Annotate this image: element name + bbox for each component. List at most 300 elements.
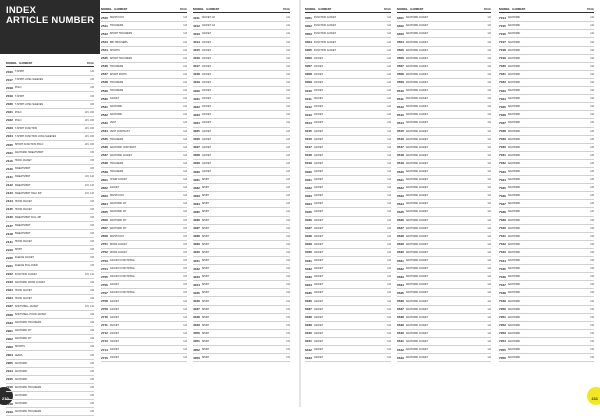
page-ref: 110 bbox=[590, 178, 594, 182]
index-row bbox=[6, 279, 94, 287]
page-ref: 113 bbox=[183, 356, 187, 360]
right-page-number: 211 bbox=[591, 396, 598, 401]
page-ref: 112 bbox=[286, 194, 290, 198]
garment-name: ANATOMIC JACKET bbox=[405, 16, 429, 20]
page-ref: 115 bbox=[90, 151, 94, 155]
model-number: 2606 bbox=[101, 218, 108, 223]
page-ref: 112 bbox=[286, 331, 290, 335]
model-number: 6037 bbox=[305, 307, 312, 312]
page-ref: 112 bbox=[387, 137, 391, 141]
model-number: 6508 bbox=[397, 72, 404, 77]
model-number: 2533 bbox=[101, 120, 108, 125]
page-ref: 112 bbox=[286, 218, 290, 222]
index-row bbox=[101, 200, 187, 208]
index-row bbox=[397, 249, 491, 257]
page-ref: 110 bbox=[590, 234, 594, 238]
index-column bbox=[397, 6, 491, 362]
garment-name: JACKET bbox=[313, 145, 324, 149]
model-number: 2608 bbox=[101, 234, 108, 239]
model-number: 6043 bbox=[305, 355, 312, 360]
index-row bbox=[6, 392, 94, 400]
page-ref: 112 bbox=[387, 267, 391, 271]
model-number: 6532 bbox=[397, 266, 404, 271]
garment-name: JACKET FUNCTIONAL bbox=[109, 259, 135, 263]
garment-name: ANATOMIC TROUSERS bbox=[14, 410, 42, 414]
page-ref: 113 bbox=[183, 113, 187, 117]
page-ref: 111 bbox=[487, 315, 491, 319]
page-ref: 111 bbox=[487, 202, 491, 206]
model-number: 2024 bbox=[6, 134, 13, 139]
model-number: 2023 bbox=[6, 126, 13, 131]
garment-name: SOFTSHELL HOOD JACKET bbox=[14, 313, 47, 317]
model-number: 2327 bbox=[6, 304, 13, 309]
garment-name: JACKET bbox=[313, 267, 324, 271]
model-number: 6509 bbox=[397, 80, 404, 85]
header-garment: GARMENT bbox=[19, 61, 33, 65]
index-row bbox=[6, 254, 94, 262]
page-ref: 111 bbox=[487, 24, 491, 28]
model-number: 7031 bbox=[499, 153, 506, 158]
header-garment: GARMENT bbox=[512, 7, 526, 11]
index-row bbox=[305, 87, 391, 95]
garment-name: SHORT PANTS bbox=[109, 72, 127, 76]
page-ref: 112 bbox=[286, 40, 290, 44]
index-row bbox=[193, 330, 290, 338]
index-row bbox=[397, 306, 491, 314]
page-ref: 113 bbox=[183, 137, 187, 141]
garment-name: JACKET bbox=[313, 105, 324, 109]
garment-name: ANATOMIC bbox=[507, 267, 521, 271]
page-ref: 115 bbox=[90, 70, 94, 74]
page-ref: 115 bbox=[90, 280, 94, 284]
model-number: 7016 bbox=[499, 31, 506, 36]
model-number: 4049 bbox=[193, 323, 200, 328]
page-ref: 115 bbox=[90, 207, 94, 211]
garment-name: SHIRT bbox=[201, 323, 210, 327]
page-ref: 112 bbox=[286, 178, 290, 182]
model-number: 6526 bbox=[397, 218, 404, 223]
index-row bbox=[6, 109, 94, 117]
index-row bbox=[6, 311, 94, 319]
model-number: 4014 bbox=[193, 40, 200, 45]
model-number: 7037 bbox=[499, 201, 506, 206]
index-row bbox=[305, 208, 391, 216]
page-ref: 113 bbox=[183, 56, 187, 60]
garment-name: JACKET bbox=[201, 64, 212, 68]
page-ref: 112 bbox=[387, 97, 391, 101]
page-ref: 115 bbox=[90, 240, 94, 244]
model-number: 7032 bbox=[499, 161, 506, 166]
model-number: 4040 bbox=[193, 250, 200, 255]
garment-name: ANATOMIC JACKET bbox=[405, 121, 429, 125]
garment-name: TROUSERS bbox=[109, 170, 124, 174]
model-number: 2539 bbox=[101, 169, 108, 174]
garment-name: JACKET bbox=[313, 226, 324, 230]
index-row bbox=[305, 241, 391, 249]
garment-name: JACKET bbox=[313, 339, 324, 343]
index-row bbox=[397, 144, 491, 152]
index-row bbox=[499, 63, 594, 71]
garment-name: JACKET bbox=[313, 348, 324, 352]
garment-name: ANATOMIC JACKET bbox=[405, 356, 429, 360]
index-row bbox=[499, 152, 594, 160]
index-row bbox=[397, 71, 491, 79]
garment-name: ANATOMIC bbox=[507, 250, 521, 254]
model-number: 4023 bbox=[193, 112, 200, 117]
model-number: 4045 bbox=[193, 290, 200, 295]
index-row bbox=[397, 233, 491, 241]
index-row bbox=[305, 152, 391, 160]
model-number: 7041 bbox=[499, 234, 506, 239]
header-model: MODEL bbox=[193, 7, 205, 11]
garment-name: JACKET bbox=[109, 356, 120, 360]
garment-name: ANATOMIC bbox=[507, 113, 521, 117]
index-row bbox=[193, 354, 290, 362]
model-number: 6527 bbox=[397, 226, 404, 231]
garment-name: ANATOMIC bbox=[507, 97, 521, 101]
index-row bbox=[305, 314, 391, 322]
index-row bbox=[397, 225, 491, 233]
index-row bbox=[193, 273, 290, 281]
page-ref: 110 bbox=[590, 307, 594, 311]
garment-name: T-SHIRT LONG SLEEVES bbox=[14, 78, 44, 82]
garment-name: JACKET bbox=[313, 170, 324, 174]
index-row bbox=[499, 168, 594, 176]
page-ref: 112 bbox=[286, 48, 290, 52]
page-ref: 112 bbox=[387, 315, 391, 319]
model-number: 4038 bbox=[193, 234, 200, 239]
model-number: 6018 bbox=[305, 153, 312, 158]
page-ref: 112 bbox=[387, 89, 391, 93]
model-number: 2536 bbox=[101, 145, 108, 150]
model-number: 7038 bbox=[499, 209, 506, 214]
index-row bbox=[397, 314, 491, 322]
page-ref: 111 bbox=[487, 267, 491, 271]
model-number: 2905 bbox=[6, 361, 13, 366]
index-row bbox=[305, 200, 391, 208]
page-ref: 115 bbox=[90, 410, 94, 414]
model-number: 4028 bbox=[193, 153, 200, 158]
column-header bbox=[397, 6, 491, 13]
garment-name: JACKET bbox=[201, 89, 212, 93]
index-row bbox=[193, 217, 290, 225]
index-row bbox=[397, 119, 491, 127]
model-number: 7053 bbox=[499, 331, 506, 336]
model-number: 6021 bbox=[305, 177, 312, 182]
model-number: 2528 bbox=[101, 80, 108, 85]
index-row bbox=[101, 289, 187, 297]
garment-name: SHIRT bbox=[201, 210, 210, 214]
index-row bbox=[499, 30, 594, 38]
index-row bbox=[499, 103, 594, 111]
garment-name: JACKET bbox=[201, 137, 212, 141]
model-number: 6003 bbox=[305, 31, 312, 36]
model-number: 2603 bbox=[101, 193, 108, 198]
page-ref: 112 bbox=[387, 105, 391, 109]
model-number: 2122 bbox=[6, 183, 13, 188]
index-row bbox=[6, 68, 94, 76]
index-row bbox=[101, 192, 187, 200]
garment-name: SHORT TROUSERS bbox=[109, 56, 133, 60]
index-row bbox=[397, 136, 491, 144]
index-row bbox=[499, 273, 594, 281]
page-ref: 112 bbox=[286, 315, 290, 319]
garment-name: ANATOMIC JACKET bbox=[405, 129, 429, 133]
index-row bbox=[305, 257, 391, 265]
model-number: 6540 bbox=[397, 331, 404, 336]
index-row bbox=[6, 76, 94, 84]
garment-name: ANATOMIC bbox=[507, 315, 521, 319]
garment-name: ANATOMIC JACKET bbox=[405, 242, 429, 246]
model-number: 6014 bbox=[305, 120, 312, 125]
index-row bbox=[101, 176, 187, 184]
page-ref: 112 bbox=[286, 121, 290, 125]
page-ref: 112 bbox=[387, 339, 391, 343]
model-number: 2534 bbox=[101, 129, 108, 134]
index-row bbox=[101, 103, 187, 111]
index-row bbox=[397, 38, 491, 46]
garment-name: SWEATSHIRT bbox=[14, 175, 31, 179]
model-number: 4033 bbox=[193, 193, 200, 198]
index-row bbox=[6, 384, 94, 392]
index-row bbox=[193, 297, 290, 305]
model-number: 2025 bbox=[6, 142, 13, 147]
garment-name: JACKET bbox=[313, 291, 324, 295]
garment-name: HOOD JACKET bbox=[14, 159, 32, 163]
garment-name: ANATOMIC JACKET bbox=[405, 299, 429, 303]
model-number: 7036 bbox=[499, 193, 506, 198]
index-row bbox=[193, 47, 290, 55]
index-row bbox=[499, 160, 594, 168]
index-row bbox=[305, 281, 391, 289]
index-row bbox=[397, 55, 491, 63]
garment-name: JACKET bbox=[313, 250, 324, 254]
garment-name: WAISTCOAT bbox=[109, 16, 124, 20]
header-garment: GARMENT bbox=[318, 7, 332, 11]
index-row bbox=[6, 141, 94, 149]
index-row bbox=[305, 338, 391, 346]
garment-name: ANATOMIC JACKET bbox=[405, 113, 429, 117]
index-row bbox=[305, 22, 391, 30]
header-model: MODEL bbox=[397, 7, 409, 11]
page-ref: 110 bbox=[590, 210, 594, 214]
garment-name: ANATOMIC bbox=[507, 121, 521, 125]
page-ref: 112 bbox=[286, 72, 290, 76]
model-number: 2703 bbox=[101, 258, 108, 263]
model-number: 6017 bbox=[305, 145, 312, 150]
page-ref: 115 bbox=[90, 78, 94, 82]
model-number: 6011 bbox=[305, 96, 312, 101]
model-number: 6533 bbox=[397, 274, 404, 279]
header-garment: GARMENT bbox=[206, 7, 220, 11]
model-number: 2018 bbox=[6, 85, 13, 90]
page-ref: 112 bbox=[387, 161, 391, 165]
garment-name: ANATOMIC bbox=[507, 202, 521, 206]
garment-name: ANATOMIC JACKET bbox=[405, 291, 429, 295]
garment-name: JACKET bbox=[313, 64, 324, 68]
page-ref: 115 bbox=[90, 102, 94, 106]
model-number: 2918 bbox=[6, 401, 13, 406]
page-ref: 110 bbox=[590, 242, 594, 246]
index-row bbox=[193, 95, 290, 103]
index-row bbox=[6, 360, 94, 368]
garment-name: ANATOMIC JACKET bbox=[405, 259, 429, 263]
column-header bbox=[193, 6, 290, 13]
header-page: PAGE bbox=[586, 7, 594, 11]
index-row bbox=[193, 14, 290, 22]
index-row bbox=[499, 128, 594, 136]
garment-name: TROUSERS bbox=[109, 161, 124, 165]
garment-name: ANATOMIC JACKET bbox=[405, 170, 429, 174]
garment-name: SHIRT bbox=[201, 226, 210, 230]
garment-name: ANATOMIC JACKET bbox=[405, 234, 429, 238]
header-page: PAGE bbox=[483, 7, 491, 11]
index-row bbox=[305, 30, 391, 38]
header-garment: GARMENT bbox=[410, 7, 424, 11]
model-number: 2523 bbox=[101, 40, 108, 45]
index-row bbox=[397, 273, 491, 281]
index-row bbox=[101, 322, 187, 330]
garment-name: ANATOMIC JACKET bbox=[405, 315, 429, 319]
garment-name: ANATOMIC JACKET bbox=[405, 56, 429, 60]
page-ref: 115 bbox=[90, 288, 94, 292]
index-row bbox=[193, 322, 290, 330]
index-row bbox=[397, 257, 491, 265]
garment-name: POLO bbox=[14, 110, 22, 114]
model-number: 6529 bbox=[397, 242, 404, 247]
garment-name: FUNCTION JACKET bbox=[313, 24, 337, 28]
page-ref: 115, 166 bbox=[84, 134, 94, 138]
index-row bbox=[193, 265, 290, 273]
page-ref: 112 bbox=[286, 283, 290, 287]
header-page: PAGE bbox=[179, 7, 187, 11]
model-number: 6041 bbox=[305, 339, 312, 344]
model-number: 4042 bbox=[193, 266, 200, 271]
model-number: 6516 bbox=[397, 137, 404, 142]
page-ref: 112 bbox=[286, 339, 290, 343]
garment-name: ANATOMIC JACKET bbox=[405, 275, 429, 279]
page-ref: 112 bbox=[387, 80, 391, 84]
garment-name: SHIRT bbox=[201, 250, 210, 254]
model-number: 6025 bbox=[305, 209, 312, 214]
model-number: 2713 bbox=[101, 339, 108, 344]
page-ref: 113 bbox=[183, 32, 187, 36]
page-ref: 112 bbox=[286, 64, 290, 68]
page-ref: 115 bbox=[90, 353, 94, 357]
model-number: 2116 bbox=[6, 158, 13, 163]
model-number: 7040 bbox=[499, 226, 506, 231]
garment-name: JACKET bbox=[313, 121, 324, 125]
index-row bbox=[499, 79, 594, 87]
index-row bbox=[397, 208, 491, 216]
index-row bbox=[397, 200, 491, 208]
index-row bbox=[193, 346, 290, 354]
index-row bbox=[193, 38, 290, 46]
garment-name: JACKET bbox=[109, 283, 120, 287]
page-ref: 112 bbox=[286, 267, 290, 271]
garment-name: T-SHIRT FUNCTION bbox=[14, 126, 38, 130]
garment-name: ANATOMIC JACKET bbox=[405, 250, 429, 254]
index-column bbox=[305, 6, 391, 362]
garment-name: SHORTS bbox=[109, 48, 120, 52]
index-row bbox=[397, 289, 491, 297]
index-row bbox=[101, 354, 187, 362]
index-row bbox=[499, 257, 594, 265]
index-row bbox=[305, 249, 391, 257]
index-row bbox=[193, 79, 290, 87]
index-row bbox=[499, 338, 594, 346]
page-ref: 110 bbox=[590, 186, 594, 190]
page-ref: 110 bbox=[590, 339, 594, 343]
garment-name: ANATOMIC JACKET bbox=[405, 323, 429, 327]
garment-name: TROUSERS bbox=[109, 80, 124, 84]
garment-name: JACKET bbox=[109, 299, 120, 303]
page-ref: 112 bbox=[387, 113, 391, 117]
garment-name: JACKET bbox=[313, 331, 324, 335]
garment-name: TROUSERS bbox=[109, 89, 124, 93]
index-row bbox=[6, 246, 94, 254]
page-ref: 113 bbox=[183, 339, 187, 343]
page-ref: 112 bbox=[387, 331, 391, 335]
index-row bbox=[499, 192, 594, 200]
index-row bbox=[499, 233, 594, 241]
model-number: 2712 bbox=[101, 331, 108, 336]
garment-name: ANATOMIC JACKET bbox=[405, 339, 429, 343]
page-ref: 115 bbox=[90, 232, 94, 236]
index-row bbox=[193, 208, 290, 216]
page-ref: 110 bbox=[590, 250, 594, 254]
model-number: 2016 bbox=[6, 69, 13, 74]
garment-name: WAISTCOAT bbox=[109, 234, 124, 238]
index-row bbox=[499, 47, 594, 55]
garment-name: JACKET bbox=[313, 323, 324, 327]
column-header bbox=[305, 6, 391, 13]
index-row bbox=[499, 330, 594, 338]
page-ref: 112 bbox=[387, 64, 391, 68]
garment-name: ANATOMIC SWEATSHIRT bbox=[14, 151, 44, 155]
page-ref: 112 bbox=[286, 250, 290, 254]
garment-name: JACKET bbox=[313, 56, 324, 60]
page-ref: 115, 116 bbox=[85, 191, 94, 195]
model-number: 6032 bbox=[305, 266, 312, 271]
model-number: 6510 bbox=[397, 88, 404, 93]
index-row bbox=[6, 117, 94, 125]
index-row bbox=[305, 160, 391, 168]
header-garment: GARMENT bbox=[114, 7, 128, 11]
index-row bbox=[101, 38, 187, 46]
garment-name: FUNCTION JACKET bbox=[313, 32, 337, 36]
garment-name: ANATOMIC WORK JACKET bbox=[14, 280, 46, 284]
index-row bbox=[101, 281, 187, 289]
index-row bbox=[101, 79, 187, 87]
model-number: 6503 bbox=[397, 31, 404, 36]
index-row bbox=[305, 330, 391, 338]
page-ref: 111 bbox=[487, 259, 491, 263]
model-number: 6539 bbox=[397, 323, 404, 328]
model-number: 2124 bbox=[6, 199, 13, 204]
page-ref: 111 bbox=[487, 121, 491, 125]
garment-name: JACKET bbox=[109, 348, 120, 352]
model-number: 6020 bbox=[305, 169, 312, 174]
garment-name: ANATOMIC JACKET bbox=[405, 32, 429, 36]
model-number: 6535 bbox=[397, 290, 404, 295]
index-row bbox=[193, 257, 290, 265]
index-row bbox=[101, 63, 187, 71]
index-row bbox=[101, 160, 187, 168]
garment-name: SWEATSHIRT HALF ZIP bbox=[14, 191, 42, 195]
model-number: 4053 bbox=[193, 355, 200, 360]
index-row bbox=[193, 30, 290, 38]
